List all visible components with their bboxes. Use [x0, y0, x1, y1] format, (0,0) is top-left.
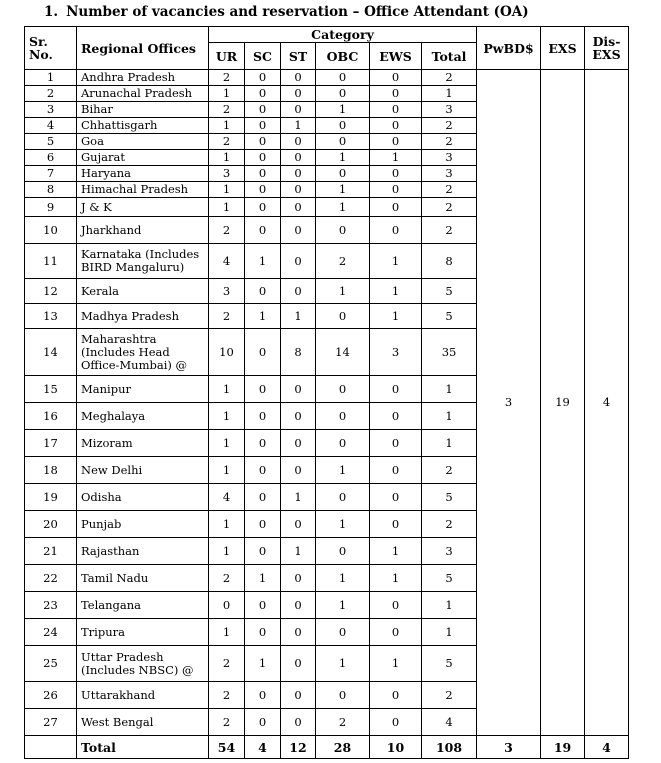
total-ur-cell: 54 — [209, 736, 245, 759]
ews-cell: 0 — [370, 511, 422, 538]
regional-office-cell: Andhra Pradesh — [77, 70, 209, 86]
sc-cell: 0 — [245, 376, 281, 403]
regional-office-cell: Maharashtra (Includes Head Office-Mumbai) @ — [77, 329, 209, 376]
ews-cell: 0 — [370, 430, 422, 457]
sc-cell: 0 — [245, 484, 281, 511]
obc-cell: 0 — [316, 403, 370, 430]
obc-cell: 2 — [316, 709, 370, 736]
regional-office-cell: J & K — [77, 198, 209, 217]
ews-cell: 0 — [370, 198, 422, 217]
table-body — [25, 70, 629, 759]
sr-no-cell: 21 — [25, 538, 77, 565]
ur-cell: 2 — [209, 217, 245, 244]
sc-cell: 0 — [245, 403, 281, 430]
ews-cell: 1 — [370, 304, 422, 329]
regional-office-cell: Odisha — [77, 484, 209, 511]
sr-no-cell: 22 — [25, 565, 77, 592]
st-cell: 0 — [281, 134, 316, 150]
ur-cell: 2 — [209, 304, 245, 329]
ews-cell: 0 — [370, 86, 422, 102]
total-ews-cell: 10 — [370, 736, 422, 759]
total-dis-exs-cell: 4 — [585, 736, 629, 759]
ews-cell: 0 — [370, 70, 422, 86]
total-cell: 2 — [422, 682, 477, 709]
st-cell: 0 — [281, 182, 316, 198]
ur-cell: 3 — [209, 166, 245, 182]
st-cell: 0 — [281, 217, 316, 244]
dis-exs-merged-cell: 4 — [585, 70, 629, 736]
regional-office-cell: Himachal Pradesh — [77, 182, 209, 198]
ur-cell: 0 — [209, 592, 245, 619]
ur-cell: 1 — [209, 198, 245, 217]
ews-cell: 0 — [370, 166, 422, 182]
sc-cell: 0 — [245, 102, 281, 118]
sr-no-cell: 24 — [25, 619, 77, 646]
header-total: Total — [422, 43, 477, 70]
ur-cell: 2 — [209, 682, 245, 709]
sr-no-cell: 14 — [25, 329, 77, 376]
regional-office-cell: Telangana — [77, 592, 209, 619]
total-cell: 1 — [422, 86, 477, 102]
regional-office-cell: New Delhi — [77, 457, 209, 484]
st-cell: 0 — [281, 709, 316, 736]
obc-cell: 1 — [316, 279, 370, 304]
st-cell: 0 — [281, 511, 316, 538]
obc-cell: 0 — [316, 134, 370, 150]
sr-no-cell: 12 — [25, 279, 77, 304]
sc-cell: 1 — [245, 646, 281, 682]
ur-cell: 1 — [209, 376, 245, 403]
section-heading — [44, 4, 529, 20]
ews-cell: 1 — [370, 244, 422, 279]
ews-cell: 0 — [370, 709, 422, 736]
ur-cell: 2 — [209, 646, 245, 682]
sc-cell: 0 — [245, 118, 281, 134]
obc-cell: 0 — [316, 70, 370, 86]
total-cell: 1 — [422, 592, 477, 619]
ur-cell: 1 — [209, 538, 245, 565]
sc-cell: 0 — [245, 182, 281, 198]
st-cell: 8 — [281, 329, 316, 376]
header-regional-offices: Regional Offices — [77, 27, 209, 70]
total-sc-cell: 4 — [245, 736, 281, 759]
regional-office-cell: Haryana — [77, 166, 209, 182]
ews-cell: 0 — [370, 619, 422, 646]
ur-cell: 1 — [209, 619, 245, 646]
total-total-cell: 108 — [422, 736, 477, 759]
sc-cell: 0 — [245, 166, 281, 182]
obc-cell: 0 — [316, 166, 370, 182]
st-cell: 1 — [281, 538, 316, 565]
total-cell: 5 — [422, 646, 477, 682]
header-ews: EWS — [370, 43, 422, 70]
sr-no-cell: 26 — [25, 682, 77, 709]
st-cell: 0 — [281, 244, 316, 279]
ur-cell: 1 — [209, 457, 245, 484]
regional-office-cell: Rajasthan — [77, 538, 209, 565]
st-cell: 0 — [281, 682, 316, 709]
regional-office-cell: Uttarakhand — [77, 682, 209, 709]
regional-office-cell: Goa — [77, 134, 209, 150]
sr-no-cell: 11 — [25, 244, 77, 279]
vacancy-table — [24, 26, 629, 759]
total-cell: 2 — [422, 134, 477, 150]
total-pwbd-cell: 3 — [477, 736, 541, 759]
obc-cell: 1 — [316, 646, 370, 682]
obc-cell: 1 — [316, 182, 370, 198]
ews-cell: 0 — [370, 134, 422, 150]
sr-no-cell: 27 — [25, 709, 77, 736]
obc-cell: 0 — [316, 619, 370, 646]
obc-cell: 0 — [316, 304, 370, 329]
total-cell: 4 — [422, 709, 477, 736]
sc-cell: 0 — [245, 329, 281, 376]
header-sc: SC — [245, 43, 281, 70]
sc-cell: 1 — [245, 304, 281, 329]
total-sr-cell — [25, 736, 77, 759]
header-sr-no: Sr. No. — [25, 27, 77, 70]
pwbd-merged-cell: 3 — [477, 70, 541, 736]
ews-cell: 1 — [370, 279, 422, 304]
total-cell: 5 — [422, 304, 477, 329]
total-cell: 2 — [422, 70, 477, 86]
total-cell: 1 — [422, 403, 477, 430]
ews-cell: 1 — [370, 646, 422, 682]
sr-no-cell: 23 — [25, 592, 77, 619]
header-exs: EXS — [541, 27, 585, 70]
st-cell: 1 — [281, 484, 316, 511]
total-cell: 5 — [422, 484, 477, 511]
total-cell: 5 — [422, 565, 477, 592]
obc-cell: 0 — [316, 86, 370, 102]
st-cell: 0 — [281, 430, 316, 457]
sr-no-cell: 15 — [25, 376, 77, 403]
regional-office-cell: Chhattisgarh — [77, 118, 209, 134]
regional-office-cell: West Bengal — [77, 709, 209, 736]
total-cell: 2 — [422, 198, 477, 217]
sr-no-cell: 4 — [25, 118, 77, 134]
sr-no-cell: 25 — [25, 646, 77, 682]
st-cell: 0 — [281, 70, 316, 86]
obc-cell: 0 — [316, 118, 370, 134]
ews-cell: 0 — [370, 376, 422, 403]
sc-cell: 0 — [245, 538, 281, 565]
exs-merged-cell: 19 — [541, 70, 585, 736]
sc-cell: 0 — [245, 457, 281, 484]
sr-no-cell: 8 — [25, 182, 77, 198]
ur-cell: 3 — [209, 279, 245, 304]
header-obc: OBC — [316, 43, 370, 70]
total-cell: 2 — [422, 511, 477, 538]
st-cell: 0 — [281, 198, 316, 217]
ur-cell: 2 — [209, 102, 245, 118]
obc-cell: 1 — [316, 511, 370, 538]
regional-office-cell: Jharkhand — [77, 217, 209, 244]
total-cell: 1 — [422, 619, 477, 646]
ews-cell: 1 — [370, 565, 422, 592]
st-cell: 0 — [281, 376, 316, 403]
total-cell: 2 — [422, 217, 477, 244]
st-cell: 0 — [281, 457, 316, 484]
sr-no-cell: 7 — [25, 166, 77, 182]
regional-office-cell: Punjab — [77, 511, 209, 538]
regional-office-cell: Kerala — [77, 279, 209, 304]
sc-cell: 0 — [245, 150, 281, 166]
ur-cell: 1 — [209, 403, 245, 430]
ur-cell: 1 — [209, 182, 245, 198]
regional-office-cell: Uttar Pradesh (Includes NBSC) @ — [77, 646, 209, 682]
ur-cell: 2 — [209, 709, 245, 736]
sc-cell: 0 — [245, 86, 281, 102]
sr-no-cell: 19 — [25, 484, 77, 511]
st-cell: 1 — [281, 118, 316, 134]
regional-office-cell: Manipur — [77, 376, 209, 403]
st-cell: 0 — [281, 102, 316, 118]
ur-cell: 4 — [209, 484, 245, 511]
regional-office-cell: Madhya Pradesh — [77, 304, 209, 329]
obc-cell: 1 — [316, 150, 370, 166]
ews-cell: 0 — [370, 403, 422, 430]
obc-cell: 1 — [316, 198, 370, 217]
regional-office-cell: Bihar — [77, 102, 209, 118]
sc-cell: 0 — [245, 70, 281, 86]
sc-cell: 0 — [245, 217, 281, 244]
sc-cell: 0 — [245, 619, 281, 646]
total-exs-cell: 19 — [541, 736, 585, 759]
regional-office-cell: Gujarat — [77, 150, 209, 166]
table-row — [25, 70, 629, 86]
ews-cell: 3 — [370, 329, 422, 376]
sr-no-cell: 6 — [25, 150, 77, 166]
ur-cell: 10 — [209, 329, 245, 376]
ews-cell: 0 — [370, 102, 422, 118]
total-label: Total — [77, 736, 209, 759]
obc-cell: 0 — [316, 217, 370, 244]
ur-cell: 4 — [209, 244, 245, 279]
ur-cell: 2 — [209, 565, 245, 592]
st-cell: 0 — [281, 150, 316, 166]
regional-office-cell: Meghalaya — [77, 403, 209, 430]
total-cell: 35 — [422, 329, 477, 376]
obc-cell: 0 — [316, 538, 370, 565]
total-cell: 3 — [422, 102, 477, 118]
obc-cell: 2 — [316, 244, 370, 279]
st-cell: 0 — [281, 565, 316, 592]
total-cell: 2 — [422, 457, 477, 484]
obc-cell: 1 — [316, 457, 370, 484]
obc-cell: 0 — [316, 430, 370, 457]
ews-cell: 0 — [370, 182, 422, 198]
ews-cell: 0 — [370, 592, 422, 619]
section-number: 1. — [44, 4, 59, 20]
sr-no-cell: 9 — [25, 198, 77, 217]
sr-no-cell: 3 — [25, 102, 77, 118]
st-cell: 0 — [281, 592, 316, 619]
obc-cell: 0 — [316, 682, 370, 709]
obc-cell: 1 — [316, 592, 370, 619]
header-st: ST — [281, 43, 316, 70]
total-cell: 3 — [422, 150, 477, 166]
header-ur: UR — [209, 43, 245, 70]
obc-cell: 14 — [316, 329, 370, 376]
regional-office-cell: Tripura — [77, 619, 209, 646]
header-pwbd: PwBD$ — [477, 27, 541, 70]
obc-cell: 0 — [316, 484, 370, 511]
st-cell: 1 — [281, 304, 316, 329]
sr-no-cell: 2 — [25, 86, 77, 102]
total-cell: 2 — [422, 118, 477, 134]
sc-cell: 1 — [245, 565, 281, 592]
total-cell: 2 — [422, 182, 477, 198]
total-obc-cell: 28 — [316, 736, 370, 759]
st-cell: 0 — [281, 619, 316, 646]
total-st-cell: 12 — [281, 736, 316, 759]
ur-cell: 2 — [209, 70, 245, 86]
ur-cell: 1 — [209, 86, 245, 102]
ews-cell: 1 — [370, 150, 422, 166]
sc-cell: 0 — [245, 511, 281, 538]
ews-cell: 0 — [370, 457, 422, 484]
sc-cell: 1 — [245, 244, 281, 279]
st-cell: 0 — [281, 166, 316, 182]
st-cell: 0 — [281, 403, 316, 430]
ews-cell: 1 — [370, 538, 422, 565]
regional-office-cell: Mizoram — [77, 430, 209, 457]
total-cell: 1 — [422, 376, 477, 403]
st-cell: 0 — [281, 279, 316, 304]
total-cell: 5 — [422, 279, 477, 304]
ur-cell: 1 — [209, 118, 245, 134]
regional-office-cell: Karnataka (Includes BIRD Mangaluru) — [77, 244, 209, 279]
total-cell: 3 — [422, 538, 477, 565]
st-cell: 0 — [281, 86, 316, 102]
ews-cell: 0 — [370, 118, 422, 134]
ews-cell: 0 — [370, 484, 422, 511]
sr-no-cell: 13 — [25, 304, 77, 329]
sr-no-cell: 20 — [25, 511, 77, 538]
total-cell: 3 — [422, 166, 477, 182]
total-cell: 8 — [422, 244, 477, 279]
obc-cell: 0 — [316, 376, 370, 403]
total-cell: 1 — [422, 430, 477, 457]
sr-no-cell: 16 — [25, 403, 77, 430]
obc-cell: 1 — [316, 565, 370, 592]
section-title: Number of vacancies and reservation – Office Attendant (OA) — [66, 4, 529, 20]
regional-office-cell: Arunachal Pradesh — [77, 86, 209, 102]
st-cell: 0 — [281, 646, 316, 682]
header-dis-exs: Dis-EXS — [585, 27, 629, 70]
sc-cell: 0 — [245, 198, 281, 217]
sc-cell: 0 — [245, 682, 281, 709]
header-category: Category — [209, 27, 477, 43]
ur-cell: 1 — [209, 511, 245, 538]
sc-cell: 0 — [245, 709, 281, 736]
total-row — [25, 736, 629, 759]
sc-cell: 0 — [245, 430, 281, 457]
sc-cell: 0 — [245, 134, 281, 150]
ur-cell: 1 — [209, 430, 245, 457]
sr-no-cell: 10 — [25, 217, 77, 244]
sr-no-cell: 17 — [25, 430, 77, 457]
ews-cell: 0 — [370, 682, 422, 709]
ews-cell: 0 — [370, 217, 422, 244]
sc-cell: 0 — [245, 279, 281, 304]
sr-no-cell: 18 — [25, 457, 77, 484]
sr-no-cell: 1 — [25, 70, 77, 86]
obc-cell: 1 — [316, 102, 370, 118]
ur-cell: 1 — [209, 150, 245, 166]
regional-office-cell: Tamil Nadu — [77, 565, 209, 592]
sr-no-cell: 5 — [25, 134, 77, 150]
sc-cell: 0 — [245, 592, 281, 619]
ur-cell: 2 — [209, 134, 245, 150]
